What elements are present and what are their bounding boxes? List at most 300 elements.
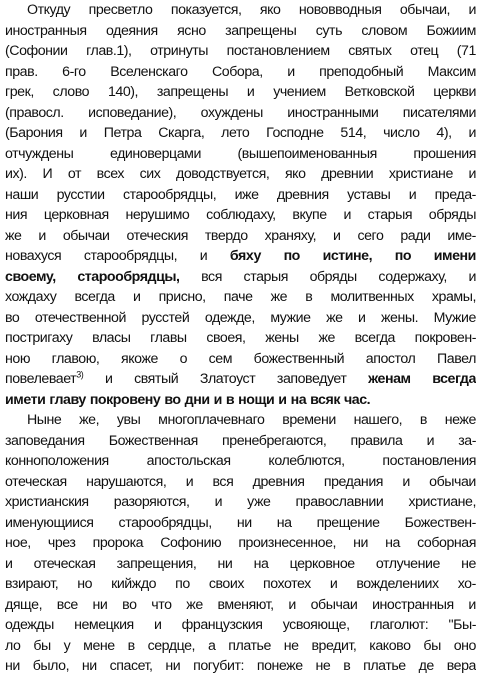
word: слово [52,84,90,100]
word: божественный [253,350,345,367]
word: во [122,596,137,613]
word: кийждо [111,576,157,592]
word: прав. [5,63,38,80]
word: обряды [428,207,476,223]
text-line [5,308,476,329]
word: исповедание), [88,104,177,121]
word: иже [234,186,259,203]
word: храняху, [264,227,317,244]
word: французския [181,617,263,633]
word: ни [353,535,369,551]
word: новахуся [5,248,62,264]
word: и [402,473,410,490]
text-line [5,431,476,452]
word: и [199,248,208,264]
word: жены. [381,309,419,326]
word: (Барония [5,125,63,141]
word: бы [33,637,51,654]
text-line [5,103,476,124]
word: же, [79,412,100,428]
word: было, [32,658,70,674]
word: платье [363,658,406,674]
word: произнесенное, [238,535,337,551]
word: а [207,637,216,654]
word: запрещения, [116,555,197,572]
word: одежды [5,617,54,633]
word: сего [357,227,384,244]
word: словом [361,22,408,39]
word: обычаи [62,227,110,244]
word: ни [5,658,20,674]
word: погубит: [193,658,244,674]
word: многоплачевнаго [158,412,265,428]
word: именующиися [5,514,94,531]
word: пресветло [88,2,153,18]
word: наши [5,186,39,203]
word: в [419,412,427,428]
word: немецкия [74,617,134,633]
text-line [5,451,476,472]
word: Скарга, [158,125,205,141]
bold-word: на [290,391,307,408]
text-line [5,246,476,267]
word: своих [208,576,244,592]
word: яко [284,166,306,182]
word: ни [81,658,97,674]
bold-word: старообрядцы, [77,268,180,285]
text-line [5,185,476,206]
word: каково [369,637,411,654]
word: отеческая [33,555,96,572]
word: число [383,125,420,141]
word: де [418,658,434,674]
bold-word: своему, [5,268,56,285]
bold-word: имени [433,248,476,264]
word: нарушаются, [86,473,167,490]
word: вожделениих [356,576,439,592]
word: и [38,227,46,244]
word: отеческия [126,227,188,244]
word: иностранныя [372,596,454,613]
word: якоже [121,350,158,367]
word: соблюдаху, [206,207,276,223]
word: не [315,658,331,674]
word: обычаи, [399,2,451,18]
word: Софонию [160,535,222,551]
word: яко [259,2,281,18]
word: (71 [456,43,476,59]
word: отчуждены [5,145,74,162]
word: И [42,166,53,182]
word: Златоуст [199,371,256,387]
word: охуждены [200,104,263,121]
word: апостольская [146,453,231,469]
word: от [67,166,82,182]
bold-word: всяк [310,391,340,408]
word: и [288,596,296,613]
word: глаголют: [369,617,429,633]
bold-word: дни [184,391,210,408]
word: и [153,617,162,633]
word: в [343,658,351,674]
word: (Софонии [5,43,68,59]
word: преподобный [319,63,404,80]
word: постановлением [226,43,330,59]
word: Божественная [108,432,198,449]
text-line [5,492,476,513]
text-line [5,226,476,247]
word: "Бы- [448,617,476,633]
word: не [283,637,299,654]
word: вера [446,658,476,674]
word: Петра [103,125,142,141]
word: спасет, [109,658,153,674]
word: христианския [5,494,89,510]
word: присно, [158,289,206,305]
word: власы [92,330,131,346]
word: иностранными [287,104,379,121]
word: святых [348,43,392,59]
bold-word: и [213,391,222,408]
word: неже [444,412,476,428]
word: и [185,473,194,490]
word: и [408,186,417,203]
word: понеже [256,658,303,674]
word: нововводныя [298,2,382,18]
word: Максим [427,63,476,80]
word: же [326,309,343,326]
word: ло [5,637,21,654]
bold-word: всегда [432,371,476,387]
text-line [5,410,476,431]
word: вся [201,268,222,285]
word: Откуду [27,2,71,18]
word: Господне [266,125,324,141]
bold-word: главу [49,391,86,408]
word: одежде, [204,309,255,326]
word: обычаи [429,473,476,490]
word: иностранныя [5,22,87,39]
bold-word: во [164,391,181,408]
word: старообрядцы, [83,248,178,264]
word: учением [273,84,326,100]
word: и [358,309,366,326]
word: разоряются, [113,494,190,510]
word: же [5,227,22,244]
bold-word: женам [368,371,411,387]
word: хождаху [5,289,57,305]
word: уставы [347,186,391,203]
word: вменяют, [217,596,274,613]
word: ною [5,350,31,367]
word: обычаи [310,596,358,613]
word: и [104,371,113,387]
text-line [5,21,476,42]
word: повелевает$^{3)}$ [5,369,84,387]
word: твердо [204,227,248,244]
word: святый [134,371,179,387]
text-line [5,369,476,390]
word: вкупе [292,207,327,223]
word: и [132,289,141,305]
word: и [343,207,351,223]
word: прещение [316,514,380,531]
word: древния [276,186,329,203]
text-line [5,554,476,575]
text-line [5,0,476,21]
word: всегда [74,289,115,305]
word: и [468,125,476,141]
word: уже [247,494,271,510]
word: колеблются, [268,453,345,469]
word: ясно [177,22,206,39]
word: ния [5,207,28,223]
word: Вселенскаго [110,63,188,80]
word: оно [453,637,476,654]
word: старыя [243,268,288,285]
text-line [5,615,476,636]
word: молитвенных [330,289,414,305]
word: преда- [434,186,476,203]
word: на [276,514,292,531]
word: конноположения [5,453,109,469]
word: своея, [206,330,246,346]
word: прошения [413,145,476,162]
text-line [5,595,476,616]
word: же [318,330,335,346]
word: всегда [354,330,395,346]
word: русстии [56,186,105,203]
word: и [426,432,435,449]
word: бы [423,637,441,654]
word: увы [116,412,141,428]
word: и [5,555,13,572]
word: писателями [402,104,476,121]
text-line [5,41,476,62]
word: содержаху, [378,268,447,285]
word: 4), [436,125,452,141]
word: и [468,2,476,18]
word: за- [458,432,476,449]
word: и [468,166,476,182]
word: одеяния [105,22,158,39]
word: церкви [433,84,476,100]
text-line [5,164,476,185]
word: запрещены [225,22,297,39]
word: же [186,596,203,613]
word: но [77,576,93,592]
word: и [468,268,476,285]
text-line [5,574,476,595]
word: вся [212,473,234,490]
word: ни [92,596,108,613]
word: постановления [382,453,476,469]
word: и [333,227,341,244]
word: христиане, [408,494,476,510]
word: хо- [457,576,476,592]
word: жены [265,330,299,346]
text-line [5,513,476,534]
text-line [5,656,476,677]
word: 6-го [62,63,86,80]
word: мужие [270,309,311,326]
text-line [5,636,476,657]
word: и [468,596,476,613]
word: старообрядцы, [122,186,217,203]
word: и [329,576,338,592]
word: взирают, [5,576,59,592]
bold-word: и [278,391,287,408]
word: покровен- [414,330,476,346]
text-line [5,472,476,493]
word: ни [217,555,233,572]
word: заповедует [276,371,347,387]
word: отеческая [5,473,67,490]
word: платье [228,637,271,654]
word: христиане [388,166,453,182]
word: во [5,309,20,326]
word: похотех [263,576,311,592]
word: не [461,555,476,572]
word: нерушимо [125,207,190,223]
word: ни [236,514,252,531]
word: старыя [367,207,413,223]
text-line [5,205,476,226]
bold-word: имети [5,391,46,408]
word: ни [165,658,181,674]
word: церковная [43,207,109,223]
word: по [175,576,190,592]
word: что [151,596,172,613]
word: Ныне [27,412,62,428]
word: и [214,494,223,510]
word: в [127,637,135,654]
word: пренебрегаются, [222,432,327,449]
word: Ветковской [344,84,415,100]
word: сердце, [147,637,196,654]
bold-word: бяху [229,248,261,264]
word: на [253,555,269,572]
word: главы [150,330,187,346]
word: их). [5,166,27,182]
text-line [5,390,476,411]
text-line [5,328,476,349]
word: всех [96,166,124,182]
word: и [246,84,255,100]
word: отец [410,43,439,59]
word: суть [315,22,343,39]
bold-word: покровену [89,391,161,408]
word: грек, [5,84,34,100]
word: лето [221,125,250,141]
word: сих [139,166,161,182]
word: и [79,125,87,141]
word: ное, [5,535,31,551]
word: (вышепоименованныя [237,145,377,162]
word: (правосл. [5,104,64,121]
word: отечественной [34,309,126,326]
bold-word: нощи [238,391,275,408]
word: все [56,596,78,613]
word: в [305,289,313,305]
footnote-marker: 3) [76,369,84,380]
text-line [5,349,476,370]
word: Собора, [211,63,263,80]
word: старообрядцы, [118,514,212,531]
word: предания [323,473,384,490]
word: и [287,63,295,80]
bold-word: в [225,391,235,408]
word: 514, [340,125,367,141]
word: времени [282,412,336,428]
bold-word: по [283,248,300,264]
word: древнии [321,166,374,182]
word: дяще, [5,596,43,613]
word: пророка [92,535,144,551]
word: доводствуется, [175,166,270,182]
word: Божествен- [404,514,476,531]
word: ради [400,227,431,244]
word: име- [447,227,476,244]
word: Божиим [426,22,476,39]
word: нашего, [353,412,403,428]
word: постригаху [5,330,73,346]
text-line [5,267,476,288]
word: вредит, [311,637,357,654]
word: русстей [141,309,190,326]
word: паче [223,289,253,305]
word: соборная [417,535,476,551]
word: на [385,535,400,551]
text-line [5,144,476,165]
word: церковное [289,555,355,572]
text-line [5,287,476,308]
document-page [5,0,476,677]
word: храмы, [431,289,476,305]
text-line [5,123,476,144]
word: обряды [309,268,357,285]
text-line [5,533,476,554]
word: сем [208,350,233,367]
word: заповедания [5,432,85,449]
word: апостол [365,350,416,367]
bold-word: час. [343,391,371,408]
word: правила [350,432,403,449]
text-line [5,62,476,83]
word: о [179,350,188,367]
word: мене [83,637,115,654]
word: усвояюще, [282,617,350,633]
word: 140), [107,84,139,100]
bold-word: истине, [322,248,373,264]
text-line [5,82,476,103]
word: у [63,637,71,654]
word: Павел [437,350,476,367]
word: чрез [47,535,76,551]
word: главою, [51,350,100,367]
bold-word: по [394,248,412,264]
word: древния [252,473,305,490]
word: отринуты [150,43,209,59]
word: Мужие [433,309,476,326]
word: же [270,289,288,305]
word: православнии [295,494,384,510]
word: глав.1), [86,43,132,59]
word: запрещены [156,84,229,100]
word: единоверцами [109,145,201,162]
word: показуется, [170,2,242,18]
word: отлучение [375,555,440,572]
